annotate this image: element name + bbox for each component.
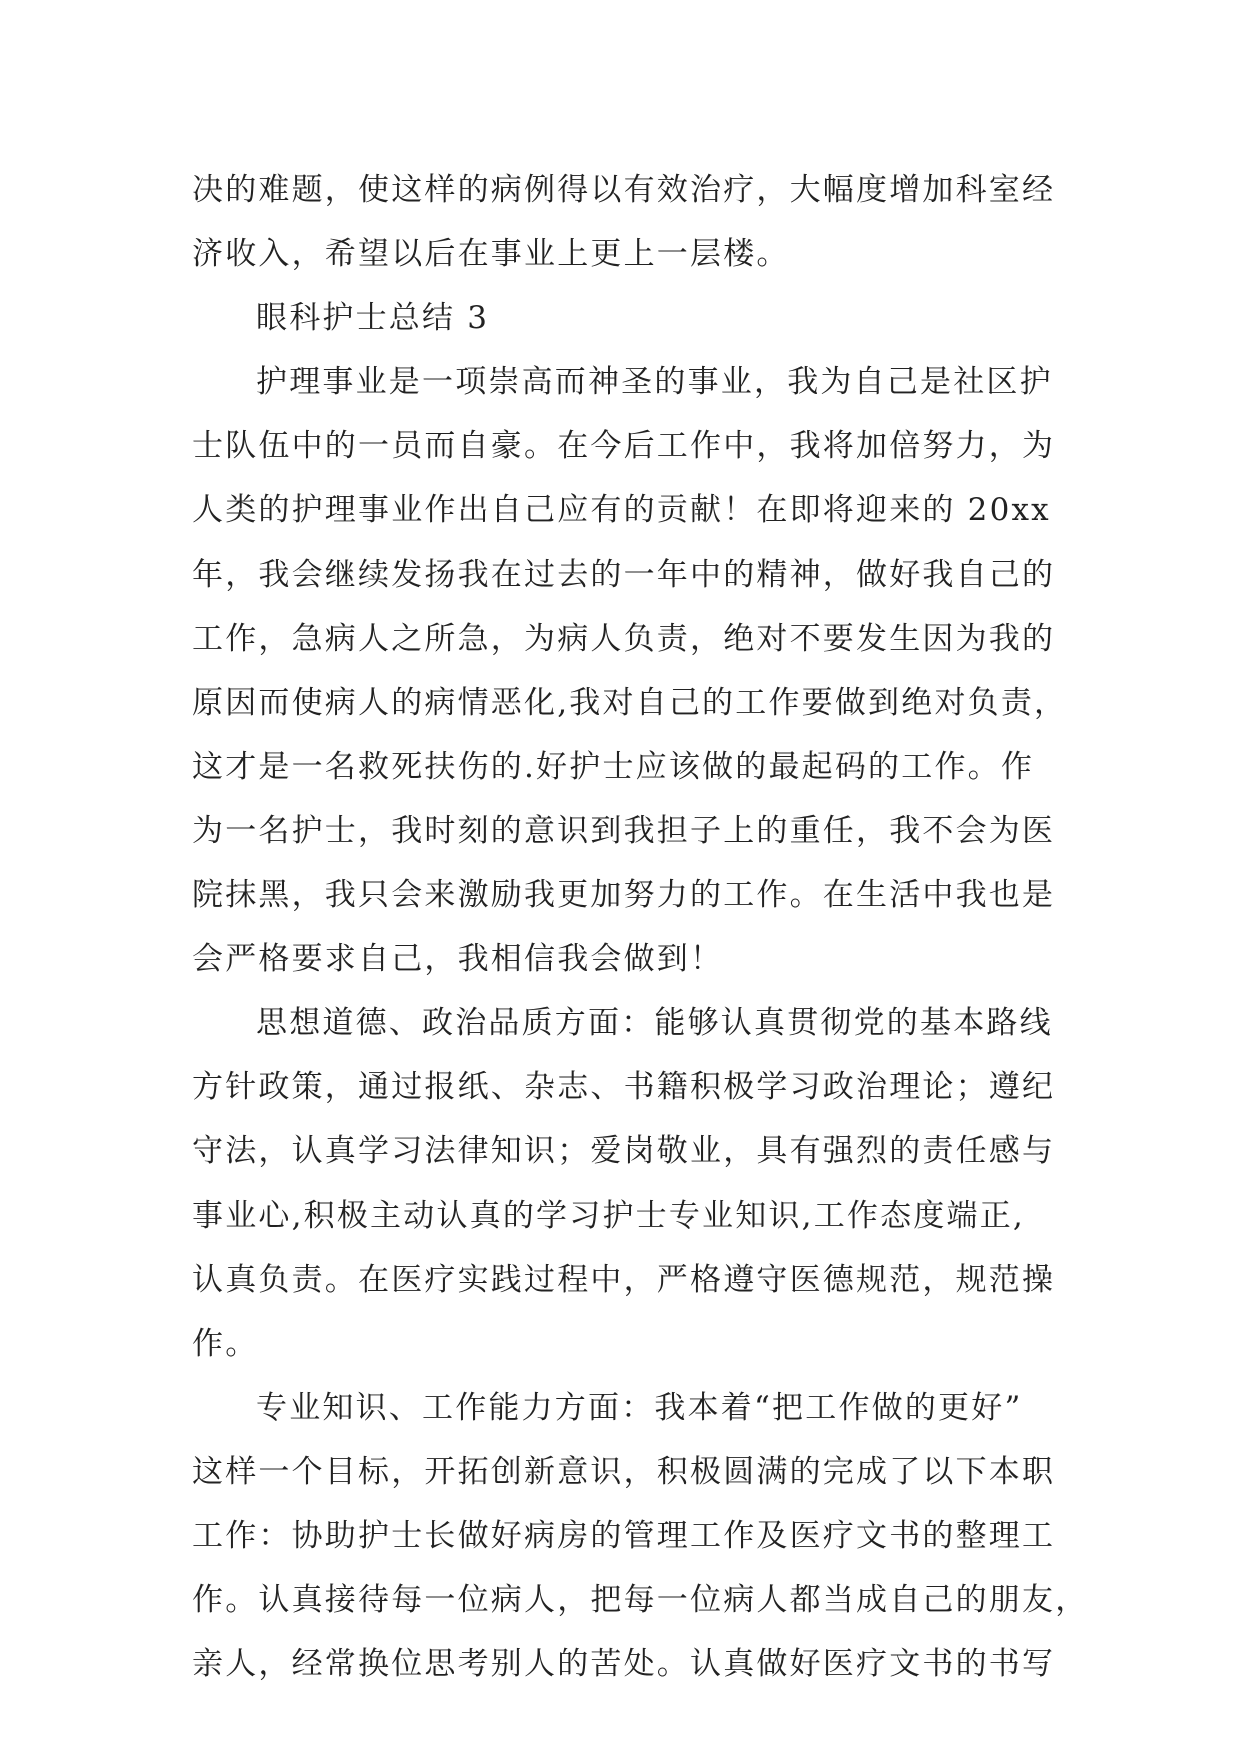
paragraph-start: 思想道德、政治品质方面：能够认真贯彻党的基本路线: [256, 1005, 1053, 1042]
text-line: 事业心,积极主动认真的学习护士专业知识,工作态度端正,: [192, 1197, 1025, 1234]
paragraph-start: 专业知识、工作能力方面：我本着“把工作做的更好”: [256, 1389, 1023, 1426]
text-line: 这才是一名救死扶伤的.好护士应该做的最起码的工作。作: [192, 748, 1035, 785]
paragraph-start: 护理事业是一项崇高而神圣的事业，我为自己是社区护: [256, 364, 1053, 401]
section-heading: 眼科护士总结 3: [256, 300, 490, 337]
text-line: 作。认真接待每一位病人，把每一位病人都当成自己的朋友，: [192, 1582, 1089, 1619]
text-line: 认真负责。在医疗实践过程中，严格遵守医德规范，规范操: [192, 1261, 1056, 1298]
text-line: 亲人，经常换位思考别人的苦处。认真做好医疗文书的书写: [192, 1646, 1056, 1683]
text-line: 人类的护理事业作出自己应有的贡献！在即将迎来的 20xx: [192, 492, 1051, 529]
text-line: 济收入，希望以后在事业上更上一层楼。: [192, 236, 790, 273]
text-line: 作。: [192, 1325, 259, 1362]
text-line: 这样一个目标，开拓创新意识，积极圆满的完成了以下本职: [192, 1453, 1056, 1490]
text-line: 守法，认真学习法律知识；爱岗敬业，具有强烈的责任感与: [192, 1133, 1056, 1170]
document-body: [192, 158, 1089, 1696]
text-line: 工作：协助护士长做好病房的管理工作及医疗文书的整理工: [192, 1517, 1056, 1554]
text-line: 决的难题，使这样的病例得以有效治疗，大幅度增加科室经: [192, 172, 1056, 208]
text-line: 年，我会继续发扬我在过去的一年中的精神，做好我自己的: [192, 556, 1056, 593]
text-line: 原因而使病人的病情恶化,我对自己的工作要做到绝对负责，: [192, 684, 1068, 721]
text-line: 方针政策，通过报纸、杂志、书籍积极学习政治理论；遵纪: [192, 1069, 1056, 1106]
text-line: 院抹黑，我只会来激励我更加努力的工作。在生活中我也是: [192, 877, 1056, 914]
text-line: 士队伍中的一员而自豪。在今后工作中，我将加倍努力，为: [192, 428, 1056, 465]
text-line: 工作，急病人之所急，为病人负责，绝对不要发生因为我的: [192, 620, 1056, 657]
text-line: 为一名护士，我时刻的意识到我担子上的重任，我不会为医: [192, 812, 1056, 849]
text-line: 会严格要求自己，我相信我会做到！: [192, 941, 724, 978]
